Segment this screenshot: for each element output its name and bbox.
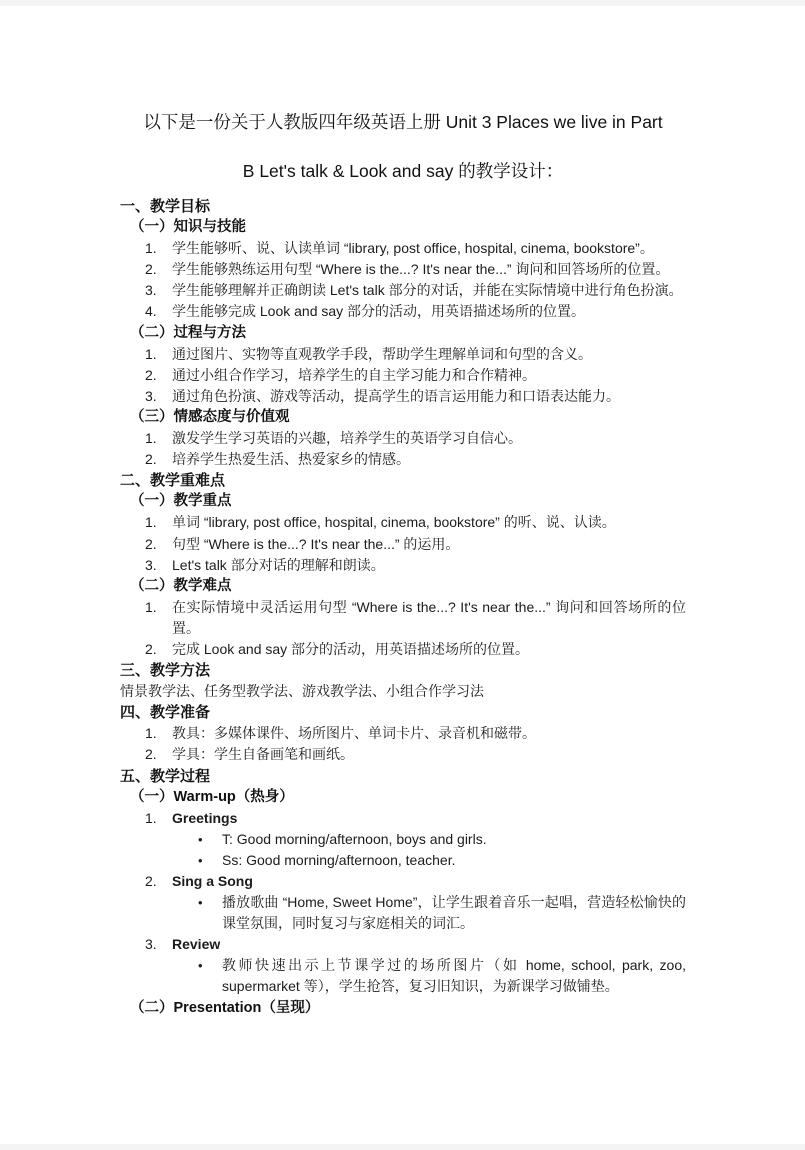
list-number: 2. (145, 535, 157, 552)
numbered-item (120, 744, 686, 765)
bullet-icon: • (198, 895, 203, 911)
section-heading: 二、教学重难点 (120, 472, 226, 490)
list-number: 4. (145, 303, 157, 320)
numbered-item (120, 639, 686, 660)
bullet-icon: • (198, 852, 203, 868)
list-number: 3. (145, 387, 157, 404)
list-number: 2. (145, 366, 157, 383)
list-number: 1. (145, 725, 157, 742)
subsection-heading: （一）Warm-up（热身） (130, 788, 294, 805)
section-heading: 三、教学方法 (120, 662, 211, 680)
list-item-text: 学生能够熟练运用句型 “Where is the...? It's near the...” 询问和回答场所的位置。 (172, 261, 670, 278)
list-item-text: Greetings (172, 809, 238, 826)
numbered-item (120, 365, 686, 386)
document-blocks (120, 196, 686, 1019)
document-page (0, 6, 805, 1144)
bullet-item (120, 829, 686, 850)
list-number: 2. (145, 746, 157, 763)
list-number: 1. (145, 240, 157, 257)
numbered-item (120, 386, 686, 407)
list-item-text: 在实际情境中灵活运用句型 “Where is the...? It's near the...” 询问和回答场所的位置。 (172, 598, 686, 636)
list-item-text: 通过图片、实物等直观教学手段，帮助学生理解单词和句型的含义。 (172, 345, 592, 362)
list-number: 1. (145, 809, 157, 826)
numbered-item (120, 301, 686, 322)
numbered-item (120, 238, 686, 259)
list-item-text: Sing a Song (172, 873, 253, 889)
list-number: 3. (145, 282, 157, 299)
list-item-text: 通过角色扮演、游戏等活动，提高学生的语言运用能力和口语表达能力。 (172, 387, 620, 404)
numbered-item (120, 808, 686, 829)
bullet-item-text: T: Good morning/afternoon, boys and girls. (222, 830, 487, 847)
list-number: 3. (145, 556, 157, 573)
list-number: 1. (145, 430, 157, 447)
subsection-heading: （二）Presentation（呈现） (130, 999, 320, 1016)
document-title-line-2: B Let's talk & Look and say 的教学设计： (242, 161, 564, 181)
list-item-text: 句型 “Where is the...? It's near the...” 的运用。 (172, 535, 460, 552)
numbered-item (120, 428, 686, 449)
numbered-item (120, 597, 686, 639)
numbered-item (120, 344, 686, 365)
numbered-item (120, 723, 686, 744)
list-number: 2. (145, 873, 157, 889)
numbered-item (120, 259, 686, 280)
numbered-item (120, 512, 686, 533)
bullet-item (120, 955, 686, 997)
list-item-text: 培养学生热爱生活、热爱家乡的情感。 (172, 451, 410, 468)
bullet-item (120, 892, 686, 934)
paragraph: 情景教学法、任务型教学法、游戏教学法、小组合作学习法 (120, 683, 484, 700)
document-title (120, 98, 686, 196)
section-heading: 四、教学准备 (120, 704, 211, 722)
list-item-text: 学生能够理解并正确朗读 Let's talk 部分的对话，并能在实际情境中进行角色扮演。 (172, 282, 683, 299)
list-number: 1. (145, 514, 157, 531)
numbered-item (120, 449, 686, 470)
list-item-text: 学生能够完成 Look and say 部分的活动，用英语描述场所的位置。 (172, 303, 586, 320)
bullet-icon: • (198, 831, 203, 847)
list-item-text: 单词 “library, post office, hospital, cinema, bookstore” 的听、说、认读。 (172, 514, 616, 531)
list-item-text: 教具：多媒体课件、场所图片、单词卡片、录音机和磁带。 (172, 725, 536, 742)
list-number: 1. (145, 598, 157, 615)
bullet-item-text: 教师快速出示上节课学过的场所图片（如 home, school, park, zoo, supermarket 等），学生抢答，复习旧知识，为新课学习做铺垫。 (222, 957, 686, 995)
numbered-item (120, 934, 686, 955)
subsection-heading: （二）教学难点 (130, 577, 232, 594)
list-item-text: 完成 Look and say 部分的活动，用英语描述场所的位置。 (172, 640, 530, 657)
numbered-item (120, 871, 686, 892)
list-number: 2. (145, 640, 157, 657)
section-heading: 五、教学过程 (120, 767, 211, 785)
document-title-line-1: 以下是一份关于人教版四年级英语上册 Unit 3 Places we live in Part (143, 112, 663, 132)
list-item-text: 通过小组合作学习，培养学生的自主学习能力和合作精神。 (172, 366, 536, 383)
list-item-text: Let's talk 部分对话的理解和朗读。 (172, 556, 385, 573)
bullet-item-text: 播放歌曲 “Home, Sweet Home”，让学生跟着音乐一起唱，营造轻松愉快的课堂氛围，同时复习与家庭相关的词汇。 (222, 894, 686, 932)
list-item-text: 学具：学生自备画笔和画纸。 (172, 746, 354, 763)
subsection-heading: （三）情感态度与价值观 (130, 408, 290, 425)
list-number: 2. (145, 451, 157, 468)
list-number: 1. (145, 345, 157, 362)
section-heading: 一、教学目标 (120, 198, 211, 215)
subsection-heading: （二）过程与方法 (130, 324, 246, 341)
subsection-heading: （一）知识与技能 (130, 219, 246, 236)
numbered-item (120, 280, 686, 301)
list-number: 3. (145, 936, 157, 953)
list-number: 2. (145, 261, 157, 278)
bullet-item (120, 850, 686, 871)
list-item-text: 学生能够听、说、认读单词 “library, post office, hospital, cinema, bookstore”。 (172, 240, 654, 257)
list-item-text: Review (172, 936, 221, 953)
bullet-item-text: Ss: Good morning/afternoon, teacher. (222, 851, 456, 868)
numbered-item (120, 555, 686, 576)
list-item-text: 激发学生学习英语的兴趣，培养学生的英语学习自信心。 (172, 430, 522, 447)
subsection-heading: （一）教学重点 (130, 493, 232, 510)
numbered-item (120, 534, 686, 555)
bullet-icon: • (198, 958, 203, 974)
